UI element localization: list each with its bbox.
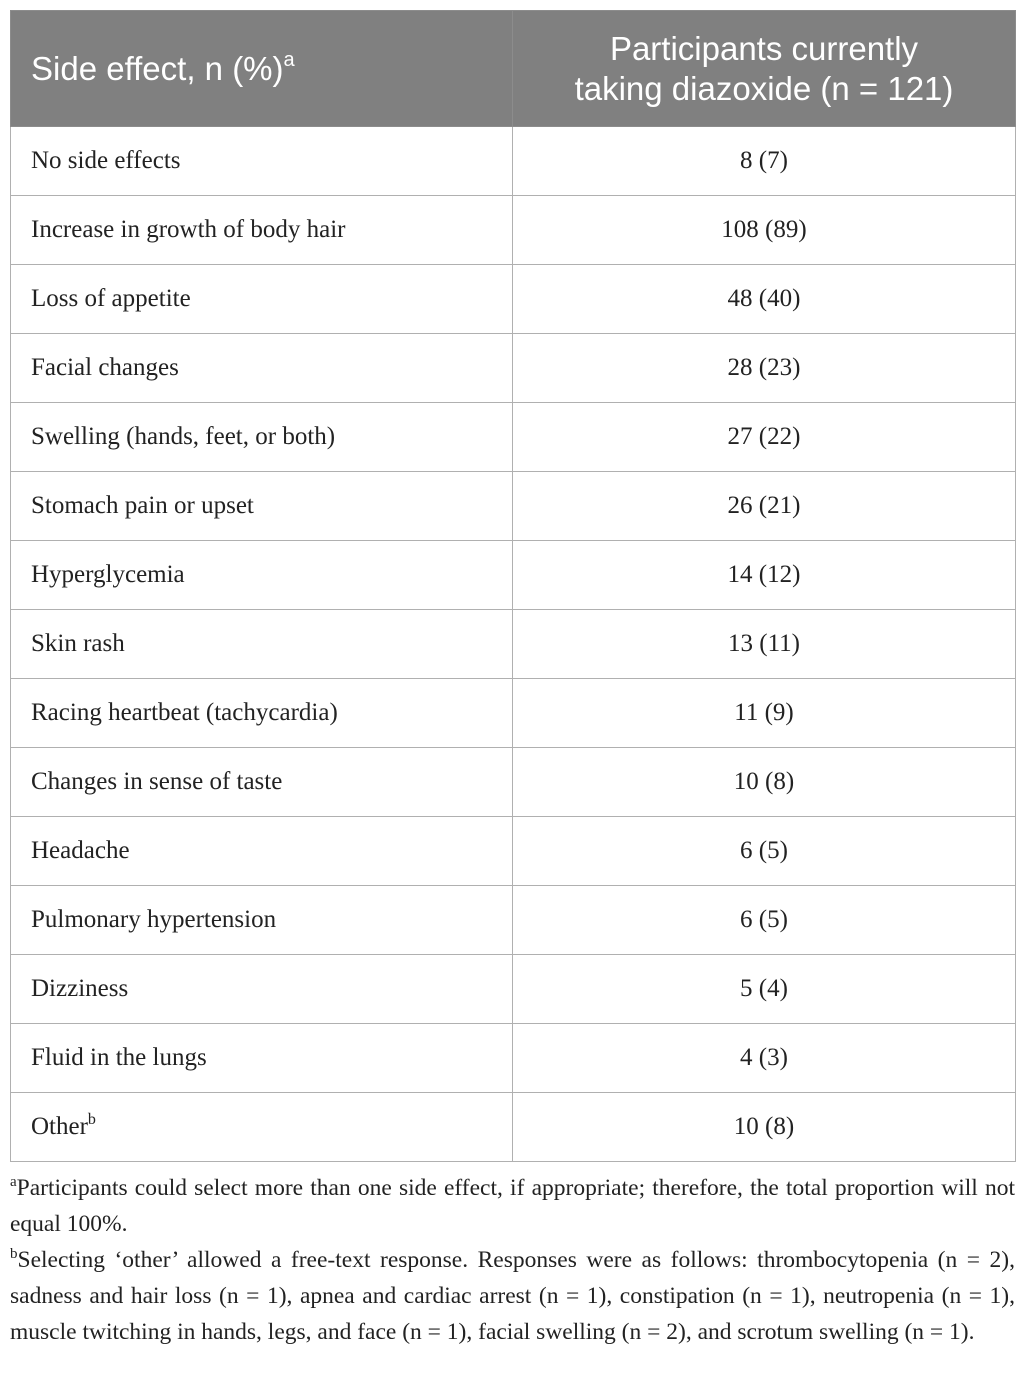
- side-effects-table: [10, 10, 1016, 1162]
- table-row: [11, 472, 1016, 541]
- footnote-text: Selecting ‘other’ allowed a free-text response. Responses were as follows: thrombocytopenia (n = 2), sadness and hair loss (n = 1), apnea and cardiac arrest (n = 1), constipation (n = 1), neutropenia (n = 1), muscle twitching in hands, legs, and face (n = 1), facial swelling (n = 2), and scrotum swelling (n = 1).: [10, 1247, 1015, 1345]
- header-participants-line2: taking diazoxide (n = 121): [574, 69, 954, 107]
- participant-count-cell: 26 (21): [513, 472, 1016, 541]
- side-effect-cell: [11, 265, 513, 334]
- side-effect-cell: [11, 679, 513, 748]
- side-effect-label: Changes in sense of taste: [31, 768, 283, 795]
- table-row: [11, 1024, 1016, 1093]
- participant-count-cell: 6 (5): [513, 886, 1016, 955]
- side-effect-cell: [11, 955, 513, 1024]
- table-header: [11, 11, 1016, 127]
- table-row: [11, 541, 1016, 610]
- table-footnotes: [10, 1170, 1015, 1350]
- table-row: [11, 1093, 1016, 1162]
- side-effect-label: Dizziness: [31, 975, 129, 1002]
- table-container: [10, 10, 1015, 1350]
- side-effect-cell: [11, 472, 513, 541]
- side-effect-label: Swelling (hands, feet, or both): [31, 423, 336, 450]
- participant-count-cell: 10 (8): [513, 748, 1016, 817]
- footnote-mark: b: [10, 1246, 18, 1262]
- side-effect-label: Other: [31, 1113, 88, 1140]
- participant-count-cell: 27 (22): [513, 403, 1016, 472]
- header-row: [11, 11, 1016, 127]
- side-effect-cell: [11, 817, 513, 886]
- side-effect-label: Stomach pain or upset: [31, 492, 254, 519]
- table-row: [11, 127, 1016, 196]
- side-effect-cell: [11, 1024, 513, 1093]
- header-side-effect: [11, 11, 513, 127]
- side-effect-label: Skin rash: [31, 630, 125, 657]
- participant-count-cell: 28 (23): [513, 334, 1016, 403]
- footnote: [10, 1170, 1015, 1242]
- side-effect-cell: [11, 748, 513, 817]
- side-effect-cell: [11, 886, 513, 955]
- header-participants-line1: Participants currently: [609, 29, 919, 67]
- header-participants: [513, 11, 1016, 127]
- participant-count-cell: 11 (9): [513, 679, 1016, 748]
- side-effect-cell: [11, 334, 513, 403]
- participant-count-cell: 13 (11): [513, 610, 1016, 679]
- table-row: [11, 748, 1016, 817]
- header-footnote-mark: a: [283, 48, 295, 71]
- side-effect-cell: [11, 196, 513, 265]
- table-row: [11, 817, 1016, 886]
- table-row: [11, 334, 1016, 403]
- side-effect-label: Increase in growth of body hair: [31, 216, 346, 243]
- footnote: [10, 1242, 1015, 1350]
- side-effect-label: Fluid in the lungs: [31, 1044, 207, 1071]
- side-effect-cell: [11, 1093, 513, 1162]
- side-effect-label: Pulmonary hypertension: [31, 906, 277, 933]
- side-effect-cell: [11, 403, 513, 472]
- footnote-mark: b: [87, 1111, 96, 1128]
- side-effect-cell: [11, 127, 513, 196]
- table-row: [11, 679, 1016, 748]
- participant-count-cell: 14 (12): [513, 541, 1016, 610]
- participant-count-cell: 108 (89): [513, 196, 1016, 265]
- table-row: [11, 955, 1016, 1024]
- footnote-mark: a: [10, 1174, 17, 1190]
- table-row: [11, 403, 1016, 472]
- participant-count-cell: 6 (5): [513, 817, 1016, 886]
- side-effect-label: Headache: [31, 837, 130, 864]
- side-effect-label: No side effects: [31, 147, 181, 174]
- table-row: [11, 886, 1016, 955]
- header-side-effect-text: Side effect, n (%): [31, 49, 284, 87]
- footnote-text: Participants could select more than one side effect, if appropriate; therefore, the total proportion will not equal 100%.: [10, 1175, 1015, 1237]
- table-body: [11, 127, 1016, 1162]
- participant-count-cell: 48 (40): [513, 265, 1016, 334]
- participant-count-cell: 5 (4): [513, 955, 1016, 1024]
- participant-count-cell: 10 (8): [513, 1093, 1016, 1162]
- table-row: [11, 196, 1016, 265]
- side-effect-label: Racing heartbeat (tachycardia): [31, 699, 338, 726]
- participant-count-cell: 8 (7): [513, 127, 1016, 196]
- side-effect-cell: [11, 541, 513, 610]
- side-effect-cell: [11, 610, 513, 679]
- side-effect-label: Loss of appetite: [31, 285, 191, 312]
- side-effect-label: Hyperglycemia: [31, 561, 185, 588]
- participant-count-cell: 4 (3): [513, 1024, 1016, 1093]
- table-row: [11, 610, 1016, 679]
- side-effect-label: Facial changes: [31, 354, 179, 381]
- table-row: [11, 265, 1016, 334]
